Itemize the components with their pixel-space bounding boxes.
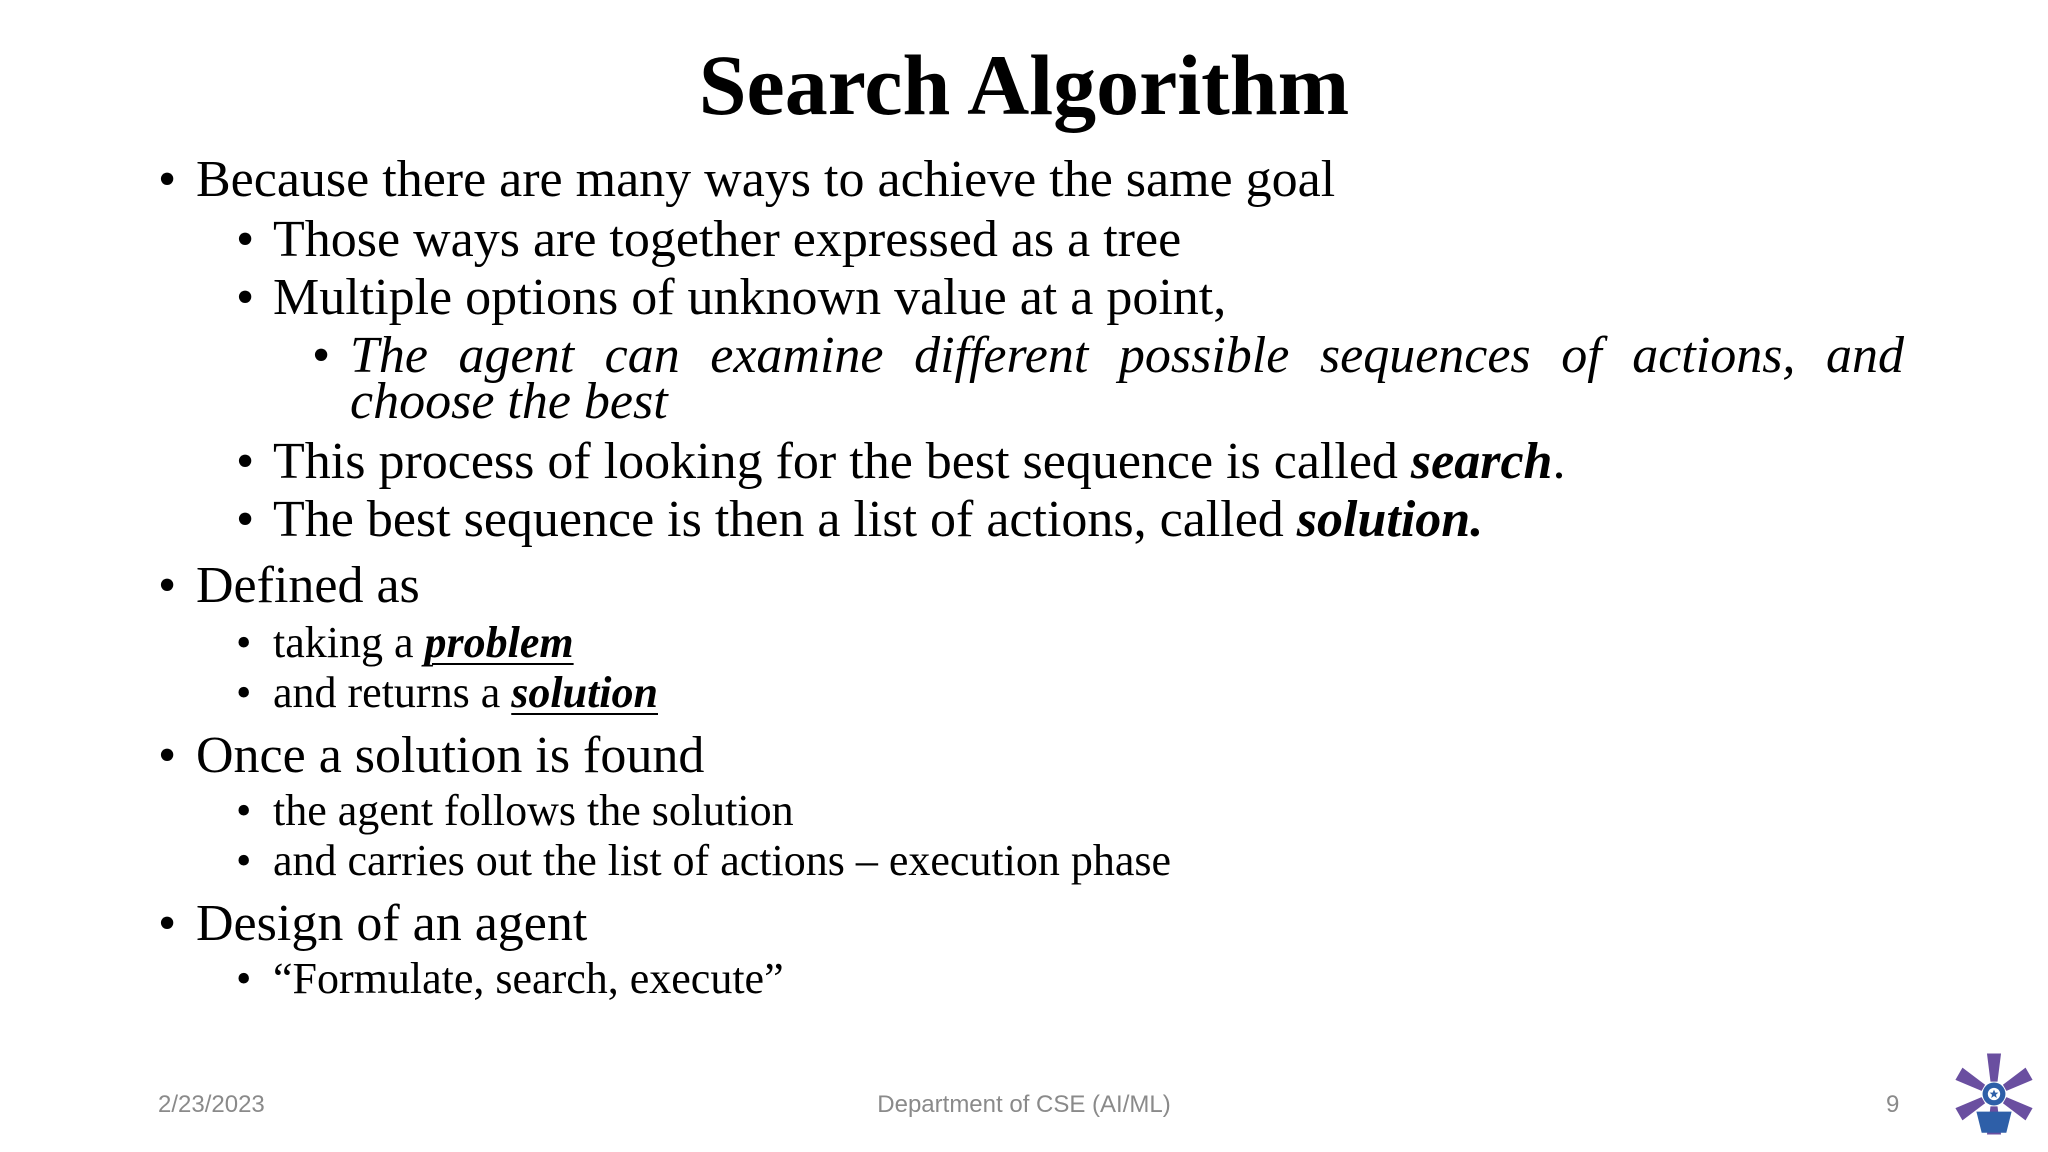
bullet-text-problem	[273, 617, 574, 669]
bullet-icon: •	[158, 895, 177, 952]
bullet-icon: •	[312, 327, 331, 384]
bullet-icon: •	[236, 786, 252, 835]
term-search: search	[1410, 433, 1553, 490]
university-logo-icon	[1950, 1050, 2038, 1138]
bullet-text-once: Once a solution is found	[196, 727, 705, 784]
bullet-text-solution	[273, 490, 1483, 550]
search-period: .	[1552, 433, 1566, 490]
bullet-icon: •	[236, 954, 252, 1003]
term-solution: solution.	[1296, 491, 1484, 548]
problem-prefix: taking a	[273, 618, 425, 667]
bullet-text-agent-examine-line2: choose the best	[350, 373, 668, 430]
bullet-text-agent-examine-line1: The agent can examine different possible sequences of actions, and	[350, 327, 1904, 384]
bullet-icon: •	[158, 557, 177, 614]
bullet-text-follows: the agent follows the solution	[273, 786, 794, 835]
bullet-icon: •	[158, 151, 177, 208]
footer-page-number: 9	[1886, 1091, 1900, 1118]
bullet-text-defined: Defined as	[196, 557, 420, 614]
bullet-icon: •	[236, 618, 252, 667]
bullet-icon: •	[236, 211, 255, 268]
bullet-text-tree: Those ways are together expressed as a tree	[273, 211, 1182, 268]
footer-date: 2/23/2023	[158, 1091, 265, 1118]
bullet-icon: •	[236, 668, 252, 717]
bullet-text-search	[273, 432, 1565, 492]
term-solution-underlined: solution	[511, 668, 658, 717]
bullet-text-returns	[273, 667, 658, 719]
bullet-icon: •	[158, 727, 177, 784]
bullet-text-options: Multiple options of unknown value at a point,	[273, 269, 1227, 326]
term-problem: problem	[424, 618, 574, 667]
slide-title: Search Algorithm	[698, 37, 1350, 133]
bullet-text-formulate: “Formulate, search, execute”	[273, 954, 784, 1003]
returns-prefix: and returns a	[273, 668, 512, 717]
bullet-icon: •	[236, 836, 252, 885]
bullet-text-carries: and carries out the list of actions – execution phase	[273, 836, 1172, 885]
footer-department: Department of CSE (AI/ML)	[877, 1091, 1171, 1118]
bullet-icon: •	[236, 433, 255, 490]
bullet-text-design: Design of an agent	[196, 895, 588, 952]
bullet-text-because: Because there are many ways to achieve the same goal	[196, 151, 1336, 208]
bullet-icon: •	[236, 491, 255, 548]
solution-sentence: The best sequence is then a list of actions, called	[273, 491, 1297, 548]
search-sentence: This process of looking for the best sequence is called	[273, 433, 1411, 490]
bullet-icon: •	[236, 269, 255, 326]
